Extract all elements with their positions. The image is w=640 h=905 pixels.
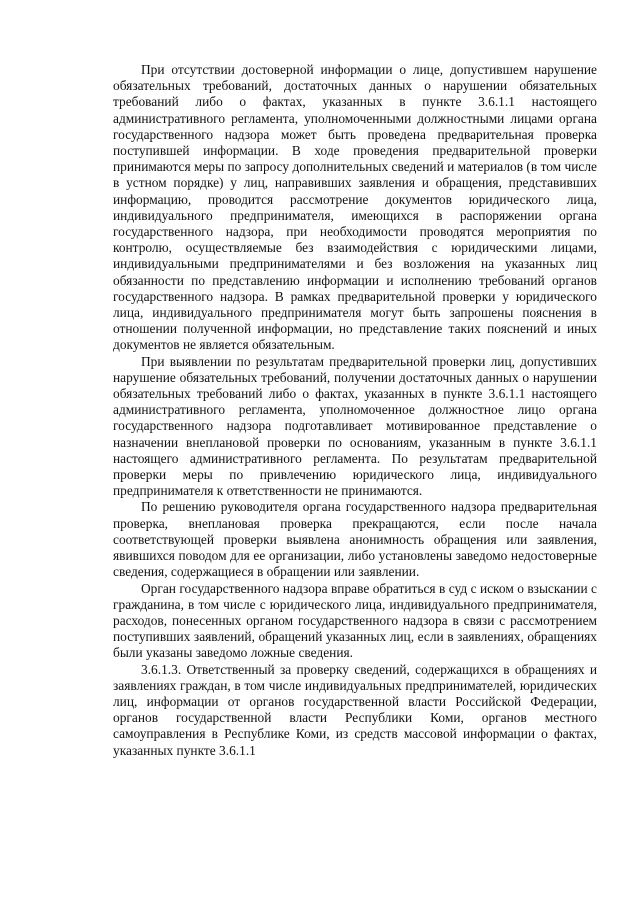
- paragraph-preliminary-check: При отсутствии достоверной информации о лице, допустившем нарушение обязательных требований, достаточных данных о нарушении обязательных требований либо о фактах, указанных в пункте 3.6.1.1 настоящего административного регламента, уполномоченными должностными лицами органа государственного надзора может быть проведена предварительная проверка поступившей информации. В ходе проведения предварительной проверки принимаются меры по запросу дополнительных сведений и материалов (в том числе в устном порядке) у лиц, направивших заявления и обращения, представивших информацию, проводится рассмотрение документов юридического лица, индивидуального предпринимателя, имеющихся в распоряжении органа государственного надзора, при необходимости проводятся мероприятия по контролю, осуществляемые без взаимодействия с юридическими лицами, индивидуальными предпринимателями и без возложения на указанных лиц обязанности по представлению информации и исполнению требований органов государственного надзора. В рамках предварительной проверки у юридического лица, индивидуального предпринимателя могут быть запрошены пояснения в отношении полученной информации, но представление таких пояснений и иных документов не является обязательным.: [113, 62, 597, 353]
- document-page: [113, 62, 597, 759]
- paragraph-check-termination: По решению руководителя органа государственного надзора предварительная проверка, внеплановая проверка прекращаются, если после начала соответствующей проверки выявлена анонимность обращения или заявления, явившихся поводом для ее организации, либо установлены заведомо недостоверные сведения, содержащиеся в обращении или заявлении.: [113, 499, 597, 580]
- paragraph-check-results: При выявлении по результатам предварительной проверки лиц, допустивших нарушение обязательных требований, получении достаточных данных о нарушении обязательных требований либо о фактах, указанных в пункте 3.6.1.1 настоящего административного регламента, уполномоченное должностное лицо органа государственного надзора подготавливает мотивированное представление о назначении внеплановой проверки по основаниям, указанным в пункте 3.6.1.1 настоящего административного регламента. По результатам предварительной проверки меры по привлечению юридического лица, индивидуального предпринимателя к ответственности не принимаются.: [113, 353, 597, 499]
- paragraph-court-claim: Орган государственного надзора вправе обратиться в суд с иском о взыскании с гражданина, в том числе с юридического лица, индивидуального предпринимателя, расходов, понесенных органом государственного надзора в связи с рассмотрением поступивших заявлений, обращений указанных лиц, если в заявлениях, обращениях были указаны заведомо ложные сведения.: [113, 580, 597, 661]
- paragraph-3-6-1-3: 3.6.1.3. Ответственный за проверку сведений, содержащихся в обращениях и заявлениях граждан, в том числе индивидуальных предпринимателей, юридических лиц, информации от органов государственной власти Российской Федерации, органов государственной власти Республики Коми, органов местного самоуправления в Республике Коми, из средств массовой информации о фактах, указанных пункте 3.6.1.1: [113, 661, 597, 758]
